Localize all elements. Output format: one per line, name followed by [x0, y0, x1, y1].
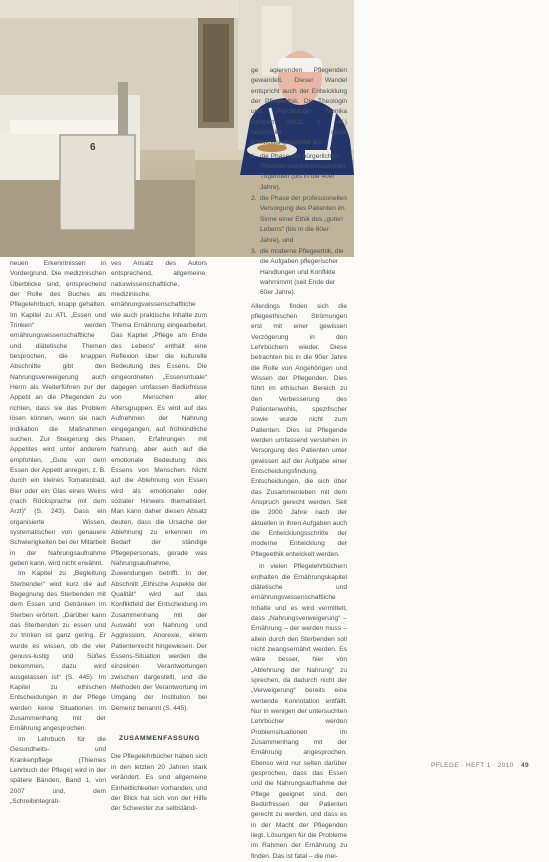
- text-column-2: [111, 259, 207, 815]
- list-text: die Phase der bürgerlichen Pflichten und konfessionellen Tugenden (bis in die 40er Jahre),: [260, 152, 346, 191]
- list-text: die Phase der professionellen Versorgung des Patienten im Sinne einer Ethik des „guten Lebens“ (bis in die 60er Jahre), und: [260, 195, 347, 244]
- paragraph: In vielen Pflegelehrbüchern enthalten die Ernährungskapitel diätetische und ernährungswissenschaftliche Inhalte und es wird vermittelt, dass „Nahrungsverweigerung“ – Ernährung – der werden muss – allein durch den Sterbenden soll nicht zwangsernährt werden. Es wäre besser, hier von „Ablehnung der Nahrung“ zu sprechen, da dadurch nicht der „Verweigerung“ bereits eine wertende Konnotation entfällt. Nur in wenigen der untersuchten Lehrbücher werden Problemsituationen im Zusammenhang mit der Ernährung angesprochen. Ebenso wird nur selten darüber gesprochen, dass das Essen und die Nahrungsaufnahme der Pflege geeignet sind, den Bedürfnissen der Patienten gerecht zu werden, und dass es in der Macht der Pflegenden liegt, Lösungen für die Probleme im Rahmen der Ernährung zu finden. Das ist fatal – die mei-: [251, 563, 347, 860]
- paragraph: Allerdings finden sich die pflegeethischen Strömungen erst mit einer gewissen Verzögerung in den Lehrbüchern wieder. Diese betrachten bis in die 90er Jahre die Rolle von Angehörigen und Wissen der Pflegenden. Dies führt im ethischen Bereich zu den Verbesserung des Patientenwohls, spezifischer sowie wurde nicht zum Patienten. Dies ist Pflegende werden umfassend verstehen in Versorgung des Patienten unter gewissen auf der Aufgabe einer Entscheidungsfindung, Entscheidungen, die sich über das Zusammenleben mit dem Anspruch gerecht werden. Seit die 2000 Jahre nach der aktuellen in ihren Aufgaben auch die Entwicklungsschritte der moderne Entwicklung der Pflegeethik entwickelt werden.: [251, 302, 347, 558]
- paragraph: neuen Erkenntnissen in Vordergrund. Die medizinischen Überblicke sind, entsprechend der Rolle des Buches als Pflegelehrbuch, knapp gehalten. Im Kapitel zu ATL „Essen und Trinken“ werden ernährungswissenschaftliche und diätetische Themen besprochen, die knappen Abschnitte gibt den Nahrungsverweigerung auch Herrn als Weiterführen zur der Appetit an die Pflegenden zu richten, dass sie das Problem lösen können, wenn sie nach Indikation die Maßnahmen suchen. Zur Steigerung des Appetites wird unter anderem empfohlen, „Gute von dem Essen der Appetit anregen, z. B. durch ein kleines Tomatenbad, Bier oder ein Glas eines Weins (nach Rücksprache mit dem Arzt)“ (S. 243). Dass ein organisierte Wissen, systematischen von genauere Schwierigkeiten bei der Mitarbeit in der Nahrungsaufnahme geben kann, wird nicht erwähnt.: [10, 260, 106, 567]
- list-item: [251, 152, 347, 193]
- list-item: [251, 194, 347, 246]
- text-column-1: [10, 259, 106, 807]
- text-column-3: [251, 66, 347, 862]
- list-number: 2.: [251, 195, 257, 203]
- paragraph: ves Ansatz des Autors entsprechend, allgemeine, naturwissenschaftliche, medizinische, ernährungswissenschaftliche wie auch praktische Inhalte zum Thema Ernährung eingearbeitet. Das Kapitel „Pflege am Ende des Lebens“ enthält eine Reflexion über die kulturelle Bedeutung des Essens. Die eingeordneten „Essensrituale“ dagegen umfassen Bedürfnisse von Menschen aller Altersgruppen. Es wird auf das Aufnehmen der Nahrung eingegangen, auf frühkindliche Phasen, Erfahrungen mit Nahrung, aber auch auf die emotionale Bedeutung des Essens von Menschen. Nicht auf die Ablehnung von Essen wird als emotionaler oder sozialer Hinweis thematisiert. Man kann daher diesen Absatz deuten, dass die Ursache der Ablehnung zu erkennen im Bedarf der ständige Pflegepersonals, gerade was Nahrungsaufnahme, Zuwendungen betrifft. In der Abschnitt „Ethische Aspekte der Qualität“ wird auf das Konfliktfeld der Entscheidung im Zusammenhang mit der Auswahl von Nahrung und Aggression, Anorexie, einem Patientenrecht hingewiesen. Der Essens-Situation werden die einzelnen Verantwortungen zwischen dargestellt, und die Methoden der Verantwortung im Umgang der Institution bei Demenz benannt (S. 445).: [111, 260, 207, 712]
- page-number: 49: [520, 762, 529, 769]
- paragraph: Im Lehrbuch für die Gesundheits- und Krankenpflege (Thiemes Lehrbuch der Pflege) wird in der spätere Bänden, Band 1, von 2007 und, dem „Schreibintegrati-: [10, 735, 106, 805]
- room-number: 6: [90, 142, 96, 153]
- list-item: [251, 247, 347, 299]
- development-phase-list: [251, 152, 347, 299]
- paragraph: ge agierenden Pflegenden gewandelt. Dieser Wandel entspricht auch der Entwicklung der Pflegeethik. Die Theologin und Psychologin Monika Bobbert (2002, S. 44f.) beschreibt diese Entwicklungsschritte als: [251, 67, 347, 147]
- section-heading: ZUSAMMENFASSUNG: [119, 735, 201, 743]
- journal-name: PFLEGE · HEFT 1 · 2010: [431, 762, 514, 769]
- list-text: die moderne Pflegeethik, die die Aufgaben pflegerischer Handlungen und Konflikte wahrnimmt (seit Ende der 60er Jahre).: [260, 247, 344, 297]
- list-number: 1.: [251, 152, 257, 160]
- list-number: 3.: [251, 247, 257, 255]
- paragraph: Die Pflegelehrbücher haben sich in den letzten 20 Jahren stark verändert. Es sind allgemeine Einheitlichkeiten vorhanden, und der Blick hat sich von der Hilfe der Schwester zur selbständi-: [111, 753, 207, 813]
- page-footer: [431, 762, 529, 769]
- paragraph: Im Kapitel zu „Begleitung Sterbender“ wird kurz die auf Begegnung des Sterbenden mit dem Essen und Getränken im Sterben erörtert. „Darüber kann das Sterbenden zu essen und zu trinken ist ganz gering. Er wurde es wissen, ob die vier genuss-lustig und Süßes bekommen, dazu wird ausgelassen ist“ (S. 445). Im Kapitel zu ethischen Entscheidungen in der Pflege werden keine Situationen im Zusammenhang mit der Ernährung angesprochen.: [10, 570, 106, 733]
